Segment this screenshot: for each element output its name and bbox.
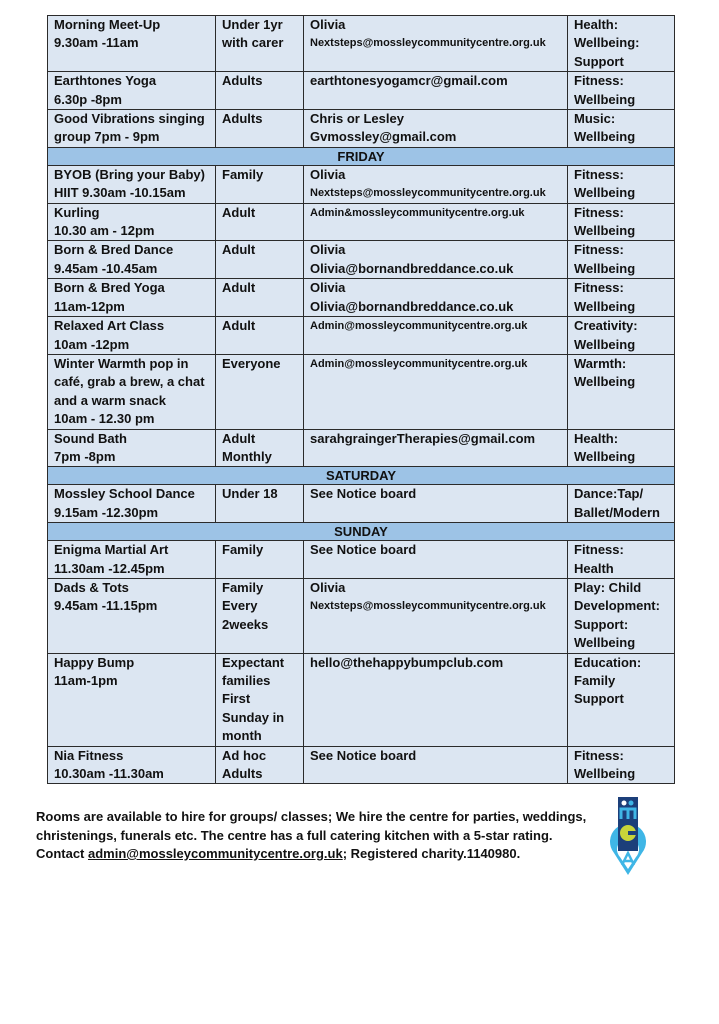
audience-line: Adults bbox=[222, 766, 263, 782]
category-cell bbox=[568, 429, 675, 467]
category-cell bbox=[568, 653, 675, 746]
activity-line: group 7pm - 9pm bbox=[54, 129, 160, 145]
table-row bbox=[48, 110, 675, 148]
table-row bbox=[48, 746, 675, 784]
activity-line: Earthtones Yoga bbox=[54, 73, 157, 89]
contact-cell bbox=[304, 241, 568, 279]
activity-cell bbox=[48, 541, 216, 579]
category-cell bbox=[568, 72, 675, 110]
contact-line[interactable]: Admin@mossleycommunitycentre.org.uk bbox=[310, 357, 528, 370]
category-line: Development: bbox=[574, 598, 660, 614]
contact-cell bbox=[304, 165, 568, 203]
audience-line: Expectant bbox=[222, 654, 285, 670]
contact-line[interactable]: Nextsteps@mossleycommunitycentre.org.uk bbox=[310, 187, 546, 200]
contact-cell bbox=[304, 653, 568, 746]
contact-line: Olivia bbox=[310, 579, 346, 595]
category-line: Health bbox=[574, 560, 614, 576]
contact-line[interactable]: hello@thehappybumpclub.com bbox=[310, 654, 504, 670]
activity-line: 9.15am -12.30pm bbox=[54, 504, 159, 520]
audience-cell bbox=[216, 241, 304, 279]
activity-line: 10.30 am - 12pm bbox=[54, 223, 155, 239]
contact-line: See Notice board bbox=[310, 486, 417, 502]
category-line: Fitness: bbox=[574, 747, 624, 763]
footer-notice bbox=[36, 808, 596, 864]
table-row bbox=[48, 241, 675, 279]
category-line: Support bbox=[574, 691, 624, 707]
activity-line: Good Vibrations singing bbox=[54, 111, 205, 127]
category-line: Fitness: bbox=[574, 280, 624, 296]
audience-cell bbox=[216, 485, 304, 523]
category-cell bbox=[568, 165, 675, 203]
audience-cell bbox=[216, 110, 304, 148]
activity-line: Kurling bbox=[54, 204, 100, 220]
logo-c-gap bbox=[628, 831, 637, 835]
contact-cell bbox=[304, 485, 568, 523]
activity-line: 10am -12pm bbox=[54, 336, 130, 352]
category-line: Fitness: bbox=[574, 204, 624, 220]
activity-line: 11am-1pm bbox=[54, 673, 118, 688]
activity-cell bbox=[48, 203, 216, 241]
category-line: Wellbeing bbox=[574, 766, 636, 782]
activity-line: 9.45am -11.15pm bbox=[54, 598, 158, 614]
audience-line: 2weeks bbox=[222, 616, 269, 632]
activity-line: 11.30am -12.45pm bbox=[54, 560, 165, 576]
category-line: Fitness: bbox=[574, 73, 624, 89]
audience-cell bbox=[216, 746, 304, 784]
audience-cell bbox=[216, 165, 304, 203]
audience-line: Ad hoc bbox=[222, 747, 267, 763]
audience-cell bbox=[216, 429, 304, 467]
contact-line: Chris or Lesley bbox=[310, 111, 404, 127]
activity-cell bbox=[48, 578, 216, 653]
activity-line: Winter Warmth pop in bbox=[54, 355, 189, 371]
category-line: Wellbeing bbox=[574, 91, 636, 107]
category-line: Wellbeing bbox=[574, 260, 636, 276]
audience-line: Family bbox=[222, 579, 264, 595]
contact-cell bbox=[304, 110, 568, 148]
category-cell bbox=[568, 16, 675, 72]
contact-prefix: Contact bbox=[36, 846, 88, 861]
day-header-row bbox=[48, 147, 675, 165]
audience-cell bbox=[216, 317, 304, 355]
table-row bbox=[48, 16, 675, 72]
logo-bar bbox=[618, 797, 638, 851]
audience-line: Family bbox=[222, 166, 264, 182]
audience-cell bbox=[216, 354, 304, 429]
contact-line: Olivia bbox=[310, 17, 346, 32]
activity-cell bbox=[48, 241, 216, 279]
contact-cell bbox=[304, 354, 568, 429]
contact-line: See Notice board bbox=[310, 747, 417, 763]
activity-line: 7pm -8pm bbox=[54, 448, 116, 464]
table-row bbox=[48, 165, 675, 203]
footer-line-2: christenings, funerals etc. The centre has a full catering kitchen with a 5-star rating. bbox=[36, 827, 553, 843]
table-row bbox=[48, 279, 675, 317]
contact-cell bbox=[304, 541, 568, 579]
category-cell bbox=[568, 317, 675, 355]
logo-dot-2 bbox=[629, 801, 634, 806]
audience-line: Family bbox=[222, 542, 264, 558]
audience-line: Adult bbox=[222, 242, 256, 258]
category-line: Wellbeing bbox=[574, 374, 636, 390]
audience-line: Under 1yr bbox=[222, 17, 283, 32]
day-header: SUNDAY bbox=[48, 523, 675, 541]
contact-line[interactable]: Olivia@bornandbreddance.co.uk bbox=[310, 298, 514, 314]
category-line: Wellbeing: bbox=[574, 35, 640, 51]
table-row bbox=[48, 653, 675, 746]
category-cell bbox=[568, 746, 675, 784]
category-cell bbox=[568, 279, 675, 317]
contact-cell bbox=[304, 16, 568, 72]
audience-cell bbox=[216, 541, 304, 579]
contact-line: Olivia bbox=[310, 242, 346, 258]
table-row bbox=[48, 317, 675, 355]
audience-line: Adult bbox=[222, 204, 256, 220]
category-line: Wellbeing bbox=[574, 635, 636, 651]
footer-line-3 bbox=[36, 845, 596, 864]
category-line: Music: bbox=[574, 111, 616, 127]
activity-cell bbox=[48, 429, 216, 467]
audience-cell bbox=[216, 203, 304, 241]
category-cell bbox=[568, 110, 675, 148]
contact-line[interactable]: sarahgraingerTherapies@gmail.com bbox=[310, 430, 536, 446]
activity-cell bbox=[48, 110, 216, 148]
category-line: Support bbox=[574, 53, 624, 69]
activity-cell bbox=[48, 72, 216, 110]
activity-line: Dads & Tots bbox=[54, 579, 129, 595]
day-header: SATURDAY bbox=[48, 467, 675, 485]
contact-cell bbox=[304, 746, 568, 784]
day-header-row bbox=[48, 523, 675, 541]
contact-line: See Notice board bbox=[310, 542, 417, 558]
activity-line: Happy Bump bbox=[54, 654, 135, 670]
activity-line: Enigma Martial Art bbox=[54, 542, 169, 558]
category-line: Fitness: bbox=[574, 542, 624, 558]
activity-line: BYOB (Bring your Baby) bbox=[54, 166, 205, 182]
contact-cell bbox=[304, 72, 568, 110]
category-cell bbox=[568, 485, 675, 523]
contact-line[interactable]: Admin@mossleycommunitycentre.org.uk bbox=[310, 320, 528, 333]
audience-cell bbox=[216, 72, 304, 110]
day-header: FRIDAY bbox=[48, 147, 675, 165]
audience-line: Adult bbox=[222, 280, 256, 296]
activity-line: HIIT 9.30am -10.15am bbox=[54, 185, 186, 201]
category-line: Wellbeing bbox=[574, 448, 636, 464]
activity-cell bbox=[48, 165, 216, 203]
activity-cell bbox=[48, 279, 216, 317]
table-row bbox=[48, 485, 675, 523]
audience-line: Adult bbox=[222, 318, 256, 334]
audience-line: Everyone bbox=[222, 355, 281, 371]
activity-cell bbox=[48, 485, 216, 523]
audience-line: Every bbox=[222, 598, 258, 614]
audience-line: Monthly bbox=[222, 448, 272, 464]
category-line: Ballet/Modern bbox=[574, 504, 660, 520]
contact-line[interactable]: Gvmossley@gmail.com bbox=[310, 129, 457, 145]
audience-cell bbox=[216, 578, 304, 653]
category-line: Support: bbox=[574, 616, 629, 632]
category-line: Wellbeing bbox=[574, 223, 636, 239]
audience-line: Under 18 bbox=[222, 486, 278, 502]
activity-line: Relaxed Art Class bbox=[54, 318, 165, 334]
activity-line: 10.30am -11.30am bbox=[54, 766, 164, 782]
contact-line[interactable]: Olivia@bornandbreddance.co.uk bbox=[310, 260, 514, 276]
category-line: Health: bbox=[574, 430, 619, 446]
category-line: Wellbeing bbox=[574, 298, 636, 314]
contact-line: Olivia bbox=[310, 166, 346, 182]
activity-cell bbox=[48, 354, 216, 429]
category-line: Fitness: bbox=[574, 166, 624, 182]
table-row bbox=[48, 354, 675, 429]
category-cell bbox=[568, 203, 675, 241]
contact-line: Olivia bbox=[310, 280, 346, 296]
activity-cell bbox=[48, 653, 216, 746]
activity-line: 9.45am -10.45am bbox=[54, 260, 158, 276]
category-line: Warmth: bbox=[574, 355, 627, 371]
category-cell bbox=[568, 541, 675, 579]
audience-line: First bbox=[222, 691, 251, 707]
schedule-table bbox=[47, 15, 675, 784]
audience-cell bbox=[216, 16, 304, 72]
audience-cell bbox=[216, 279, 304, 317]
category-cell bbox=[568, 241, 675, 279]
contact-cell bbox=[304, 578, 568, 653]
activity-line: café, grab a brew, a chat bbox=[54, 374, 205, 390]
contact-line[interactable]: Nextsteps@mossleycommunitycentre.org.uk bbox=[310, 600, 546, 613]
category-line: Wellbeing bbox=[574, 185, 636, 201]
mca-logo-icon bbox=[608, 795, 648, 880]
mca-logo-graphic bbox=[608, 795, 648, 880]
logo-dot-1 bbox=[622, 801, 627, 806]
activity-line: Born & Bred Dance bbox=[54, 242, 174, 258]
category-line: Dance:Tap/ bbox=[574, 486, 644, 502]
contact-line: Admin&mossleycommunitycentre.org.uk bbox=[310, 206, 525, 219]
charity-text: ; Registered charity.1140980. bbox=[342, 846, 521, 861]
audience-line: with carer bbox=[222, 35, 284, 51]
category-line: Family bbox=[574, 673, 616, 688]
activity-line: 9.30am -11am bbox=[54, 35, 139, 51]
audience-line: families bbox=[222, 673, 271, 688]
audience-cell bbox=[216, 653, 304, 746]
activity-cell bbox=[48, 746, 216, 784]
audience-line: Adults bbox=[222, 73, 263, 89]
category-line: Health: bbox=[574, 17, 619, 32]
category-line: Wellbeing bbox=[574, 129, 636, 145]
contact-line[interactable]: earthtonesyogamcr@gmail.com bbox=[310, 73, 508, 89]
category-line: Fitness: bbox=[574, 242, 624, 258]
day-header-row bbox=[48, 467, 675, 485]
contact-cell bbox=[304, 429, 568, 467]
activity-line: 11am-12pm bbox=[54, 298, 125, 314]
activity-line: Mossley School Dance bbox=[54, 486, 195, 502]
admin-email-link[interactable]: admin@mossleycommunitycentre.org.uk bbox=[88, 846, 343, 861]
activity-line: 10am - 12.30 pm bbox=[54, 411, 155, 427]
table-row bbox=[48, 578, 675, 653]
table-row bbox=[48, 429, 675, 467]
activity-line: Born & Bred Yoga bbox=[54, 280, 165, 296]
activity-line: Sound Bath bbox=[54, 430, 127, 446]
category-line: Play: Child bbox=[574, 579, 642, 595]
activity-line: Morning Meet-Up bbox=[54, 17, 161, 32]
contact-cell bbox=[304, 203, 568, 241]
audience-line: Sunday in bbox=[222, 709, 285, 725]
footer-line-1: Rooms are available to hire for groups/ classes; We hire the centre for parties, weddings, bbox=[36, 809, 587, 824]
activity-cell bbox=[48, 317, 216, 355]
activity-cell bbox=[48, 16, 216, 72]
contact-line[interactable]: Nextsteps@mossleycommunitycentre.org.uk bbox=[310, 37, 546, 50]
table-row bbox=[48, 203, 675, 241]
table-row bbox=[48, 72, 675, 110]
activity-line: Nia Fitness bbox=[54, 747, 124, 763]
category-line: Creativity: bbox=[574, 318, 638, 334]
table-row bbox=[48, 541, 675, 579]
contact-cell bbox=[304, 317, 568, 355]
category-cell bbox=[568, 354, 675, 429]
activity-line: and a warm snack bbox=[54, 392, 166, 408]
category-line: Education: bbox=[574, 654, 642, 670]
audience-line: Adults bbox=[222, 111, 263, 127]
audience-line: month bbox=[222, 728, 262, 744]
audience-line: Adult bbox=[222, 430, 256, 446]
activity-line: 6.30p -8pm bbox=[54, 91, 122, 107]
contact-cell bbox=[304, 279, 568, 317]
category-cell bbox=[568, 578, 675, 653]
category-line: Wellbeing bbox=[574, 336, 636, 352]
